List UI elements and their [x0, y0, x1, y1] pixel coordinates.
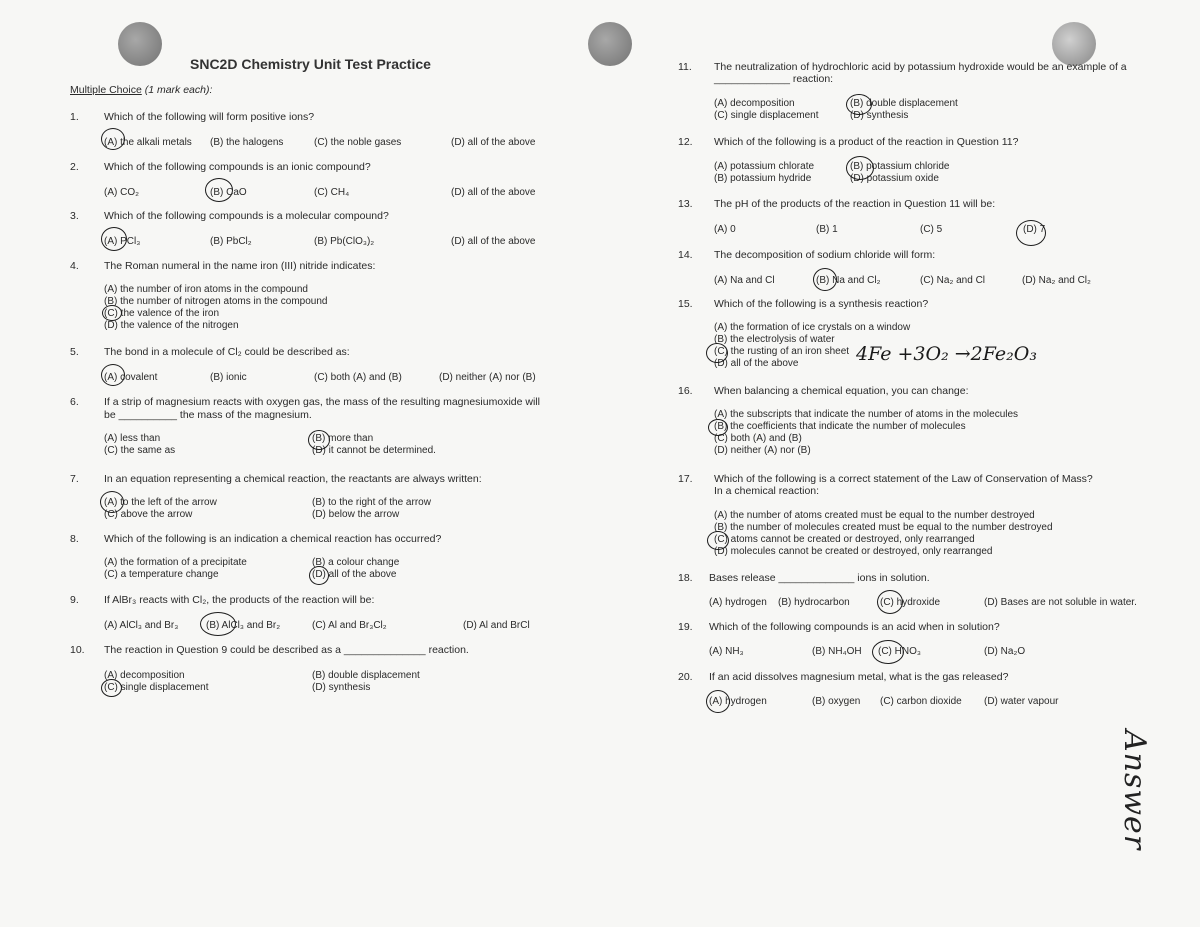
option-c: (C) single displacement	[104, 682, 209, 693]
option-d: (D) Bases are not soluble in water.	[984, 597, 1137, 608]
answer-circle	[706, 690, 730, 713]
option-b: (B) PbCl₂	[210, 236, 252, 247]
answer-circle	[205, 178, 233, 202]
answer-circle	[708, 419, 728, 436]
answer-circle	[100, 491, 124, 513]
option-c: (C) Na₂ and Cl	[920, 275, 986, 286]
option-a: (A) to the left of the arrow	[104, 497, 217, 508]
option-d: (D) water vapour	[984, 696, 1059, 707]
option-c: (C) above the arrow	[104, 509, 193, 520]
option-b: (B) double displacement	[850, 98, 958, 109]
answer-circle	[102, 305, 122, 321]
option-c: (C) single displacement	[714, 110, 819, 121]
page-title: SNC2D Chemistry Unit Test Practice	[190, 56, 431, 72]
option-a: (A) less than	[104, 433, 161, 444]
option-b: (B) ionic	[210, 372, 247, 383]
option-a: (A) the formation of a precipitate	[104, 557, 247, 568]
option-a: (A) decomposition	[104, 670, 185, 681]
option-b: (B) potassium chloride	[850, 161, 950, 172]
option-b: (B) hydrocarbon	[778, 597, 850, 608]
option-b: (B) a colour change	[312, 557, 400, 568]
option-c: (C) the valence of the iron	[104, 308, 220, 319]
option-d: (D) Al and BrCl	[463, 620, 530, 631]
option-b: (B) the halogens	[210, 137, 284, 148]
option-d: (D) potassium oxide	[850, 173, 939, 184]
punch-hole	[1052, 22, 1096, 66]
option-b: (B) CaO	[210, 187, 247, 198]
option-c: (C) a temperature change	[104, 569, 219, 580]
option-c: (C) hydroxide	[880, 597, 941, 608]
option-b: (B) AlCl₃ and Br₂	[206, 620, 281, 631]
option-d: (D) below the arrow	[312, 509, 400, 520]
answer-circle	[200, 612, 236, 636]
option-c: (B) Pb(ClO₃)₂	[314, 236, 375, 247]
option-c: (C) the noble gases	[314, 137, 402, 148]
option-c: (C) both (A) and (B)	[314, 372, 402, 383]
option-d: (D) the valence of the nitrogen	[104, 320, 239, 331]
option-b: (B) more than	[312, 433, 374, 444]
option-c: (C) CH₄	[314, 187, 350, 198]
option-d: (D) synthesis	[850, 110, 909, 121]
option-d: (D) all of the above	[451, 236, 536, 247]
handwritten-equation: 4Fe +3O₂ →2Fe₂O₃	[856, 343, 1037, 365]
option-a: (A) the number of iron atoms in the compound	[104, 284, 308, 295]
punch-hole	[588, 22, 632, 66]
answer-circle	[846, 94, 872, 115]
answer-circle	[101, 227, 127, 251]
option-b: (B) to the right of the arrow	[312, 497, 431, 508]
handwritten-answer-label: Answer	[1117, 730, 1152, 851]
option-c: (C) Al and Br₃Cl₂	[312, 620, 387, 631]
option-d: (D) synthesis	[312, 682, 371, 693]
option-a: (A) CO₂	[104, 187, 139, 198]
option-c: (C) both (A) and (B)	[714, 433, 802, 444]
answer-circle	[706, 343, 728, 363]
option-b: (B) oxygen	[812, 696, 861, 707]
option-b: (B) potassium hydride	[714, 173, 812, 184]
option-d: (D) all of the above	[714, 358, 799, 369]
option-d: (D) all of the above	[451, 137, 536, 148]
option-a: (A) the subscripts that indicate the number of atoms in the molecules	[714, 409, 1019, 420]
option-a: (A) 0	[714, 224, 736, 235]
answer-circle	[101, 364, 125, 386]
option-b: (B) 1	[816, 224, 838, 235]
option-a: (A) Na and Cl	[714, 275, 775, 286]
option-a: (A) potassium chlorate	[714, 161, 815, 172]
option-a: (A) PCl₃	[104, 236, 141, 247]
option-a: (A) decomposition	[714, 98, 795, 109]
option-a: (A) the number of atoms created must be equal to the number destroyed	[714, 510, 1035, 521]
option-b: (B) the number of molecules created must be equal to the number destroyed	[714, 522, 1053, 533]
option-b: (B) the number of nitrogen atoms in the compound	[104, 296, 328, 307]
option-a: (A) hydrogen	[709, 696, 767, 707]
option-b: (B) the electrolysis of water	[714, 334, 835, 345]
option-c: (C) HNO₃	[878, 646, 921, 657]
option-c: (C) 5	[920, 224, 943, 235]
option-c: (C) carbon dioxide	[880, 696, 962, 707]
punch-hole	[118, 22, 162, 66]
option-d: (D) all of the above	[312, 569, 397, 580]
answer-circle	[308, 430, 330, 450]
option-c: (C) the rusting of an iron sheet	[714, 346, 850, 357]
answer-circle	[872, 640, 904, 664]
answer-circle	[707, 531, 729, 550]
option-c: (C) atoms cannot be created or destroyed, only rearranged	[714, 534, 975, 545]
option-d: (D) neither (A) nor (B)	[714, 445, 811, 456]
option-d: (D) neither (A) nor (B)	[439, 372, 536, 383]
option-c: (C) the same as	[104, 445, 176, 456]
option-a: (A) hydrogen	[709, 597, 767, 608]
option-b: (B) the coefficients that indicate the number of molecules	[714, 421, 966, 432]
answer-circle	[101, 679, 122, 697]
answer-circle	[846, 156, 874, 180]
option-d: (D) Na₂O	[984, 646, 1026, 657]
option-a: (A) covalent	[104, 372, 158, 383]
section-note: (1 mark each):	[141, 84, 213, 96]
answer-circle	[309, 566, 329, 585]
option-d: (D) all of the above	[451, 187, 536, 198]
option-d: (D) 7	[1023, 224, 1046, 235]
option-d: (D) molecules cannot be created or destroyed, only rearranged	[714, 546, 993, 557]
worksheet-page: SNC2D Chemistry Unit Test Practice Multiple Choice (1 mark each): 1. Which of the following will form positive ions? (A) the alkali metals (B) the halogens (C) the noble gases (D) all of the above 2. Which of the following compounds is an ionic compound? (A) CO₂ (B) CaO (C) CH₄ (D) all of the above 3. Which of the following compounds is a molecular compound? (A) PCl₃ (B) PbCl₂ (B) Pb(ClO₃)₂ (D) all of the above 4. The Roman numeral in the name iron (III) nitride indicates: (A) the number of iron atoms in the compound (B) the number of nitrogen atoms in the compound (C) the valence of the iron (D) the valence of the nitrogen 5. The bond in a molecule of Cl₂ could be described as: (A) covalent (B) ionic (C) both (A) and (B) (D) neither (A) nor (B) 6. If a strip of magnesium reacts with oxygen gas, the mass of the resulting magnesiumoxide will be __________ the mass of the magnesium. (A) less than (C) the same as (B) more than (D) it cannot be determined. 7. In an equation representing a chemical reaction, the reactants are always written: (A) to the left of the arrow (C) above the arrow (B) to the right of the arrow (D) below the arrow 8. Which of the following is an indication a chemical reaction has occurred? (A) the formation of a precipitate (C) a temperature change (B) a colour change (D) all of the above 9. If AlBr₃ reacts with Cl₂, the products of the reaction will be: (A) AlCl₃ and Br₃ (B) AlCl₃ and Br₂ (C) Al and Br₃Cl₂ (D) Al and BrCl 10. The reaction in Question 9 could be described as a ______________ reaction. (A) decomposition (C) single displacement (B) double displacement (D) synthesis 11. The neutralization of hydrochloric acid by potassium hydroxide would be an example of a _____________ reaction: (A) decomposition (C) single displacement (B) double displacement (D) synthesis 12. Which of the following is a product of the reaction in Question 11? (A) potassium chlorate (B) potassium hydride (B) potassium chloride (D) potassium oxide 13. The pH of the products of the reaction in Question 11 will be: (A) 0 (B) 1 (C) 5 (D) 7 14. The decomposition of sodium chloride will form: (A) Na and Cl (B) Na and Cl₂ (C) Na₂ and Cl (D) Na₂ and Cl₂ 15. Which of the following is a synthesis reaction? (A) the formation of ice crystals on a window (B) the electrolysis of water (C) the rusting of an iron sheet (D) all of the above 4Fe +3O₂ →2Fe₂O₃ 16. When balancing a chemical equation, you can change: (A) the subscripts that indicate the number of atoms in the molecules (B) the coefficients that indicate the number of molecules (C) both (A) and (B) (D) neither (A) nor (B) 17. Which of the following is a correct statement of the Law of Conservation of Mass? In a chemical reaction: (A) the number of atoms created must be equal to the number destroyed (B) the number of molecules created must be equal to the number destroyed (C) atoms cannot be created or destroyed, only rearranged (D) molecules cannot be created or destroyed, only rearranged 18. Bases release _____________ ions in solution. (A) hydrogen (B) hydrocarbon (C) hydroxide (D) Bases are not soluble in water. 19. Which of the following compounds is an acid when in solution? (A) NH₃ (B) NH₄OH (C) HNO₃ (D) Na₂O 20. If an acid dissolves magnesium metal, what is the gas released? (A) hydrogen (B) oxygen (C) carbon dioxide (D) water vapour Answer	[0, 0, 1200, 927]
option-a: (A) AlCl₃ and Br₃	[104, 620, 179, 631]
option-b: (B) double displacement	[312, 670, 420, 681]
answer-circle	[877, 590, 903, 614]
answer-circle	[813, 268, 837, 291]
option-a: (A) NH₃	[709, 646, 744, 657]
option-a: (A) the formation of ice crystals on a window	[714, 322, 911, 333]
option-a: (A) the alkali metals	[104, 137, 192, 148]
option-d: (D) it cannot be determined.	[312, 445, 436, 456]
option-b: (B) Na and Cl₂	[816, 275, 881, 286]
option-b: (B) NH₄OH	[812, 646, 862, 657]
answer-circle	[101, 128, 125, 150]
option-d: (D) Na₂ and Cl₂	[1022, 275, 1091, 286]
section-label: Multiple Choice	[70, 84, 142, 96]
answer-circle	[1016, 220, 1046, 246]
section-heading	[70, 84, 212, 96]
